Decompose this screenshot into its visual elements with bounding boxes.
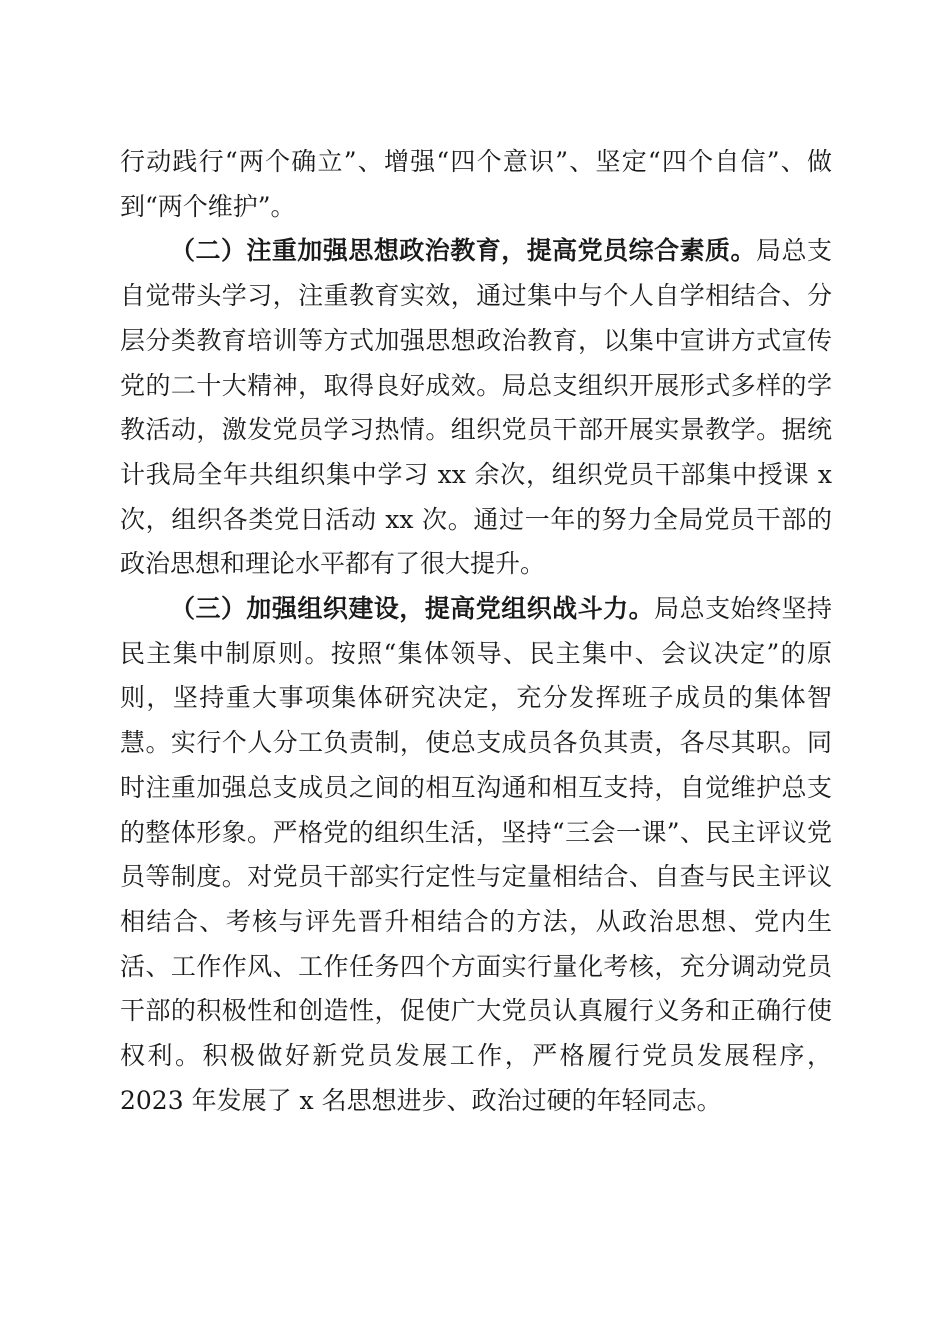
paragraph-text: 局总支始终坚持民主集中制原则。按照“集体领导、民主集中、会议决定”的原则，坚持重大事项集体研究决定，充分发挥班子成员的集体智慧。实行个人分工负责制，使总支成员各负其责，各尽其职。同时注重加强总支成员之间的相互沟通和相互支持，自觉维护总支的整体形象。严格党的组织生活，坚持“三会一课”、民主评议党员等制度。对党员干部实行定性与定量相结合、自查与民主评议相结合、考核与评先晋升相结合的方法，从政治思想、党内生活、工作作风、工作任务四个方面实行量化考核，充分调动党员干部的积极性和创造性，促使广大党员认真履行义务和正确行使权利。积极做好新党员发展工作，严格履行党员发展程序，2023 年发展了 x 名思想进步、政治过硬的年轻同志。 (120, 594, 832, 1115)
section-3-heading: （三）加强组织建设，提高党组织战斗力。 (170, 594, 655, 624)
document-body (120, 140, 832, 1123)
paragraph-continuation (120, 140, 832, 229)
paragraph-section-2 (120, 229, 832, 587)
paragraph-text: 行动践行“两个确立”、增强“四个意识”、坚定“四个自信”、做到“两个维护”。 (120, 147, 832, 221)
paragraph-text: 局总支自觉带头学习，注重教育实效，通过集中与个人自学相结合、分层分类教育培训等方式加强思想政治教育，以集中宣讲方式宣传党的二十大精神，取得良好成效。局总支组织开展形式多样的学教活动，激发党员学习热情。组织党员干部开展实景教学。据统计我局全年共组织集中学习 xx 余次，组织党员干部集中授课 x 次，组织各类党日活动 xx 次。通过一年的努力全局党员干部的政治思想和理论水平都有了很大提升。 (120, 236, 832, 579)
section-2-heading: （二）注重加强思想政治教育，提高党员综合素质。 (170, 236, 757, 266)
paragraph-section-3 (120, 587, 832, 1123)
